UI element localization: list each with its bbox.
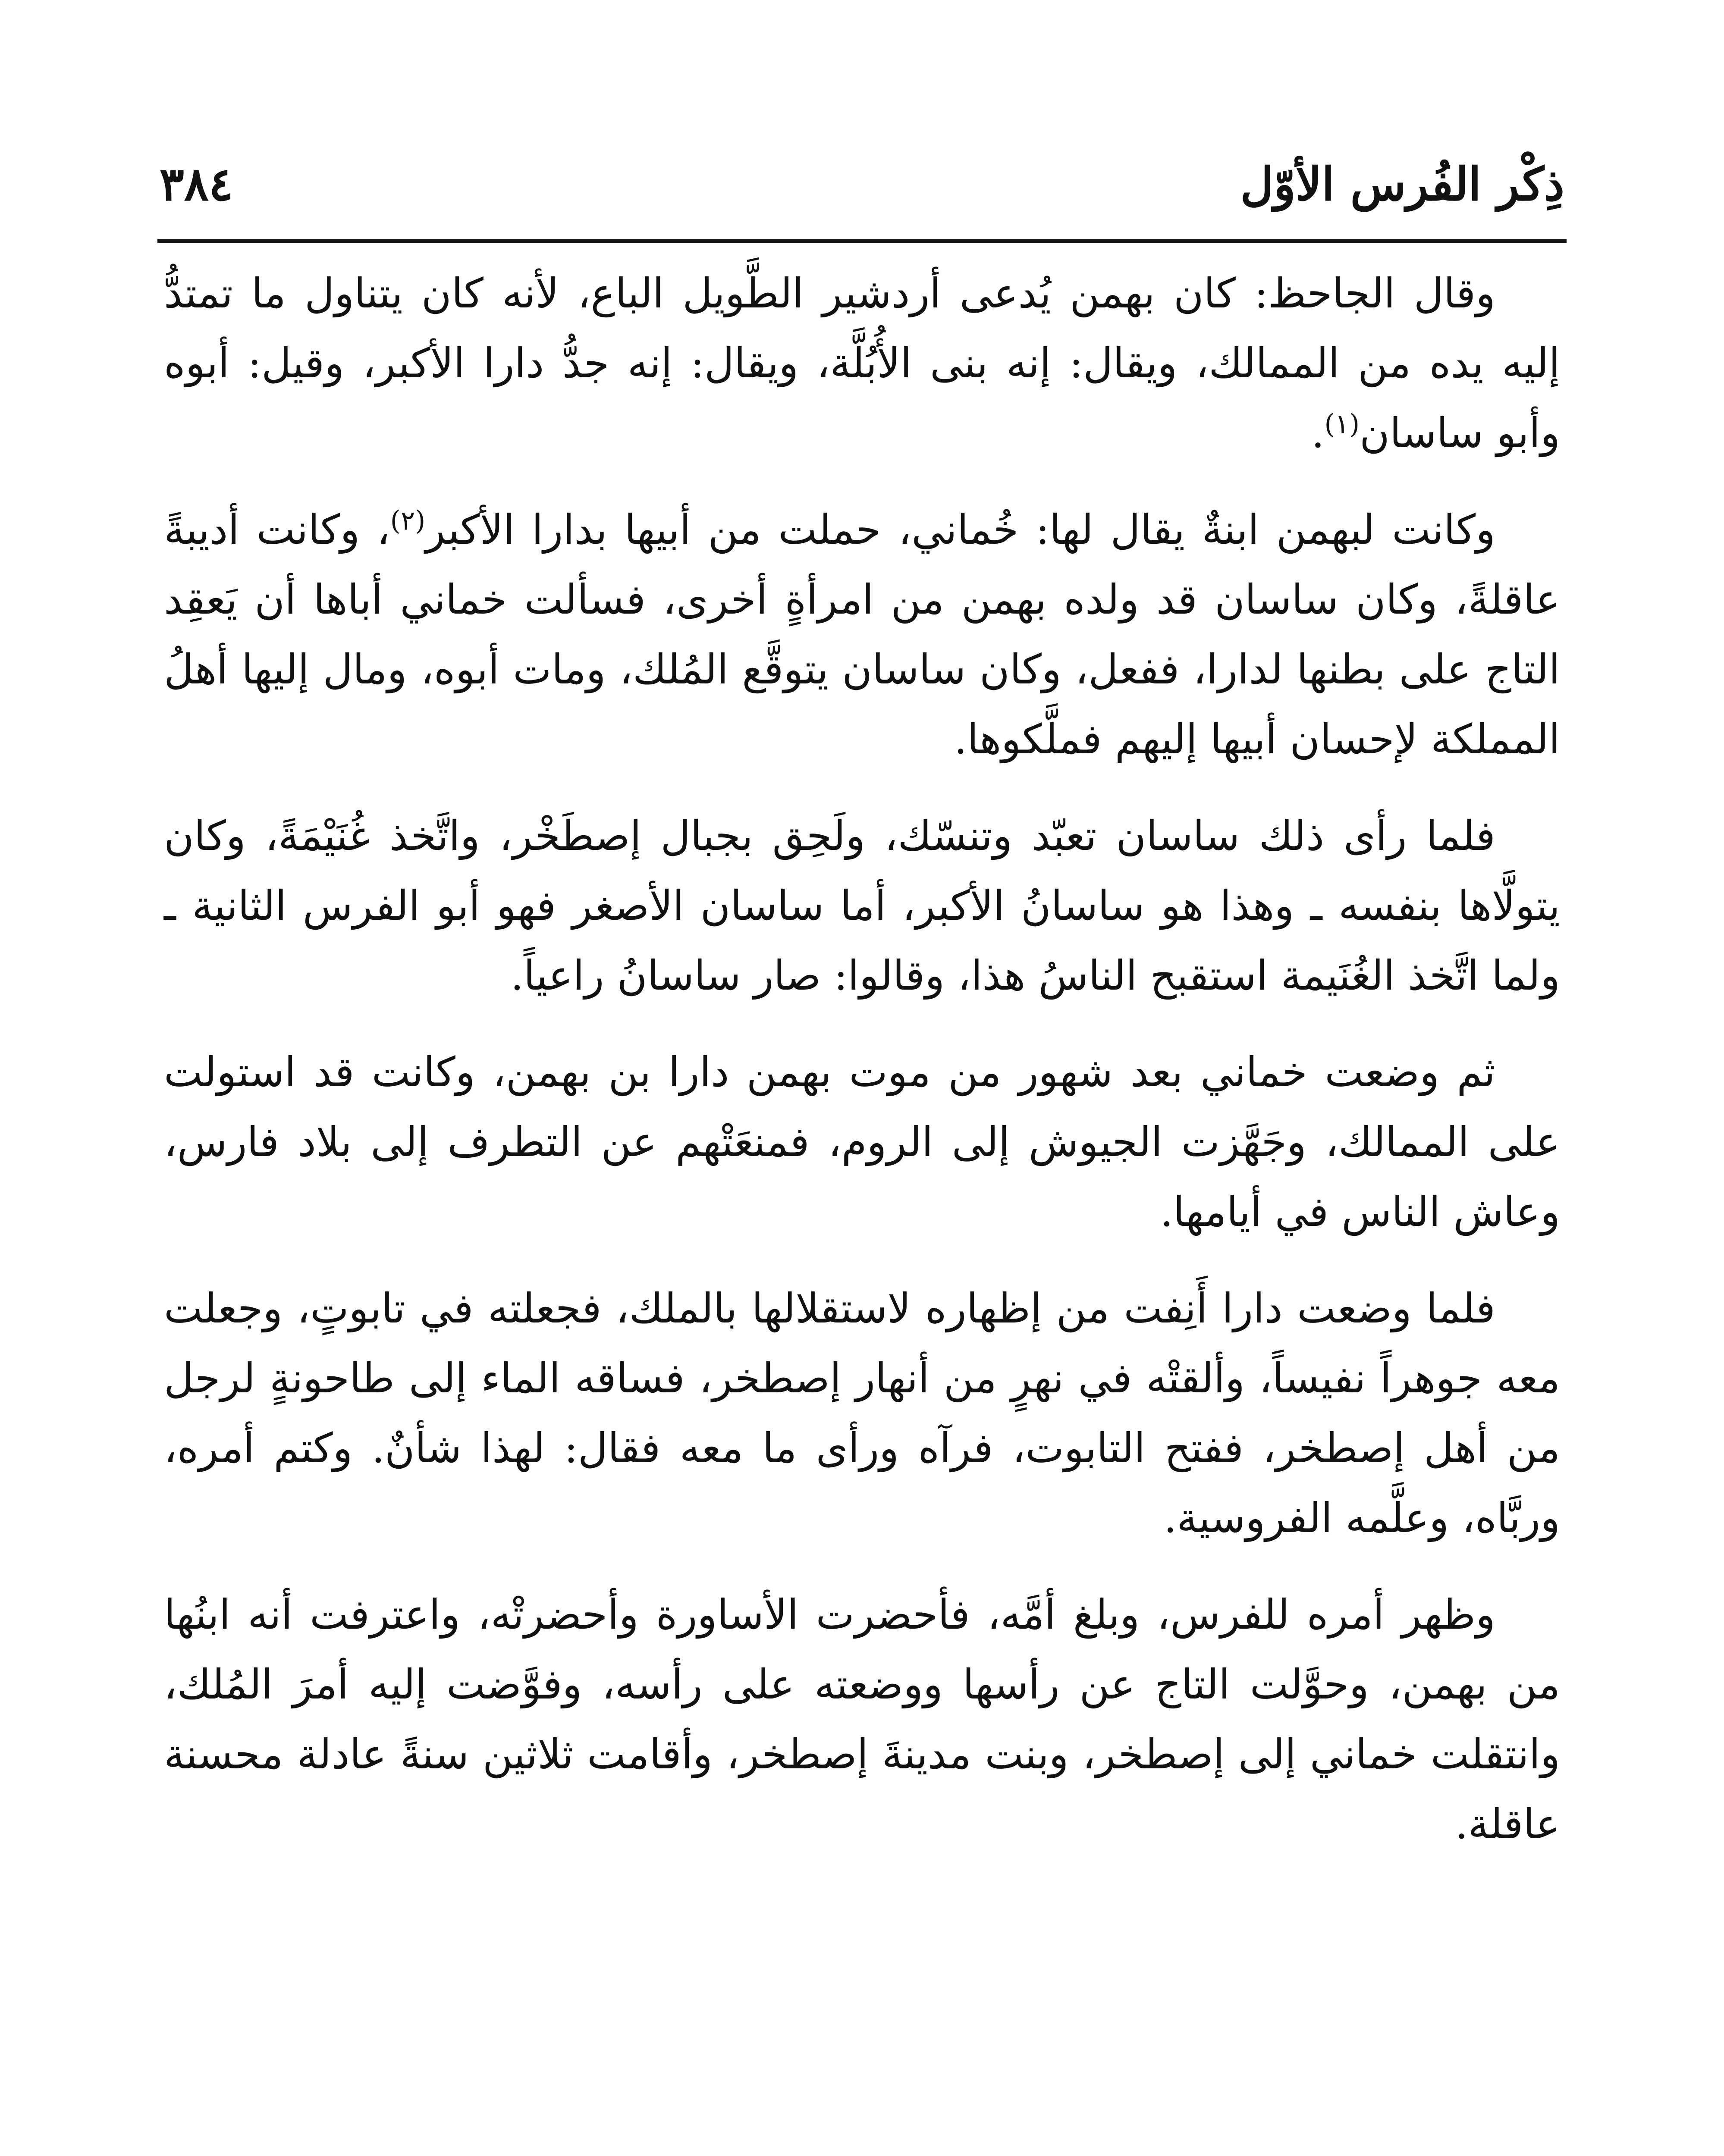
main-text: [164, 259, 1560, 1886]
page-number: ٣٨٤: [160, 157, 233, 211]
paragraph-text: وكانت لبهمن ابنةٌ يقال لها: خُماني، حملت من أبيها بدارا الأكبر: [425, 506, 1496, 554]
paragraph: [164, 801, 1560, 1011]
running-title: ذِكْر الفُرس الأوّل: [1240, 157, 1564, 211]
paragraph: [164, 259, 1560, 468]
footnote-reference: (١): [1324, 408, 1360, 440]
paragraph-text: ثم وضعت خماني بعد شهور من موت بهمن دارا بن بهمن، وكانت قد استولت على الممالك، وجَهَّزت الجيوش إلى الروم، فمنعَتْهم عن التطرف إلى بلاد فارس، وعاش الناس في أيامها.: [164, 1049, 1560, 1236]
paragraph-text: فلما وضعت دارا أَنِفت من إظهاره لاستقلالها بالملك، فجعلته في تابوتٍ، وجعلت معه جوهراً نفيساً، وألقتْه في نهرٍ من أنهار إصطخر، فساقه الماء إلى طاحونةٍ لرجل من أهل إصطخر، ففتح التابوت، فرآه ورأى ما معه فقال: لهذا شأنٌ. وكتم أمره، وربَّاه، وعلَّمه الفروسية.: [164, 1285, 1560, 1542]
paragraph-text: ، وكانت أديبةً عاقلةً، وكان ساسان قد ولده بهمن من امرأةٍ أخرى، فسألت خماني أباها أن يَعقِد التاج على بطنها لدارا، ففعل، وكان ساسان يتوقَّع المُلك، ومات أبوه، ومال إليها أهلُ المملكة لإحسان أبيها إليهم فملَّكوها.: [164, 506, 1561, 763]
paragraph-text: وقال الجاحظ: كان بهمن يُدعى أردشير الطَّويل الباع، لأنه كان يتناول ما تمتدُّ إليه يده من الممالك، ويقال: إنه بنى الأُبُلَّة، ويقال: إنه جدُّ دارا الأكبر، وقيل: أبوه وأبو ساسان: [164, 270, 1560, 457]
paragraph: [164, 1580, 1560, 1859]
paragraph-text: .: [1311, 410, 1325, 457]
footnote-reference: (٢): [390, 505, 426, 536]
paragraph-text: فلما رأى ذلك ساسان تعبّد وتنسّك، ولَحِق بجبال إصطَخْر، واتَّخذ غُنَيْمَةً، وكان يتولَّاها بنفسه ـ وهذا هو ساسانُ الأكبر، أما ساسان الأصغر فهو أبو الفرس الثانية ـ ولما اتَّخذ الغُنَيمة استقبح الناسُ هذا، وقالوا: صار ساسانُ راعياً.: [164, 812, 1560, 1000]
paragraph: [164, 1037, 1560, 1247]
paragraph: [164, 1274, 1560, 1553]
page-header: [160, 129, 1564, 211]
paragraph: [164, 495, 1560, 774]
paragraph-text: وظهر أمره للفرس، وبلغ أمَّه، فأحضرت الأساورة وأحضرتْه، واعترفت أنه ابنُها من بهمن، وحوَّلت التاج عن رأسها ووضعته على رأسه، وفوَّضت إليه أمرَ المُلك، وانتقلت خماني إلى إصطخر، وبنت مدينةَ إصطخر، وأقامت ثلاثين سنةً عادلة محسنة عاقلة.: [164, 1591, 1560, 1848]
header-rule: [157, 239, 1567, 243]
